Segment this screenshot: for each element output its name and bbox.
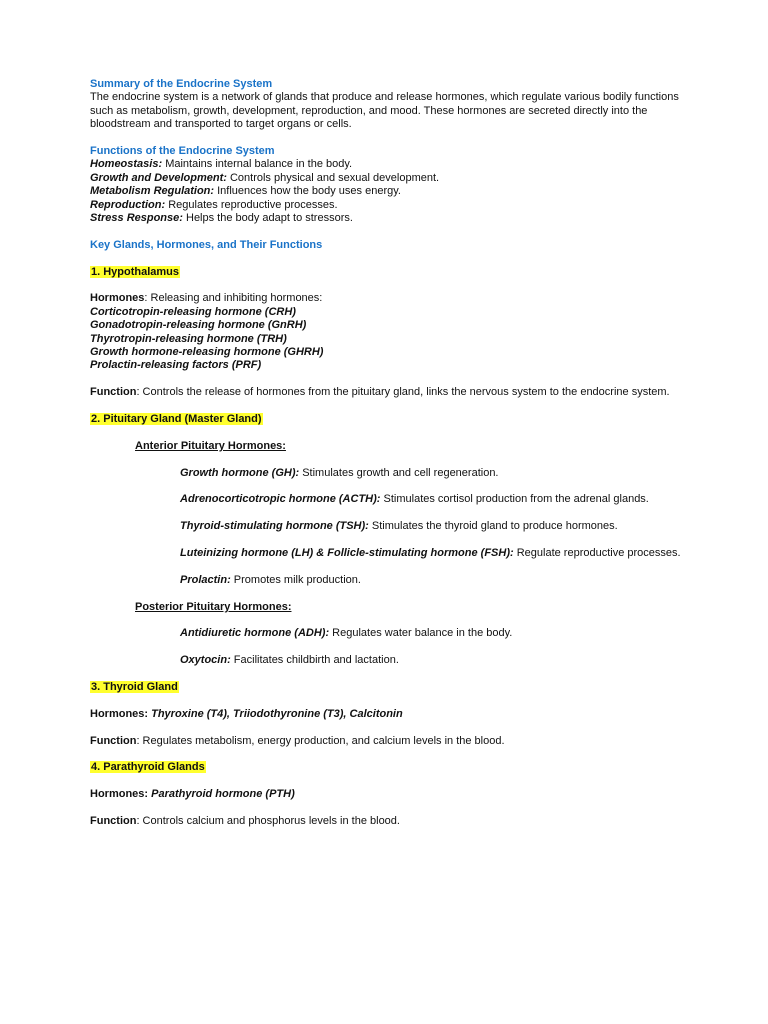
function-item [90,199,700,212]
anterior-term: Thyroid-stimulating hormone (TSH): [180,520,369,533]
posterior-term: Oxytocin: [180,654,231,667]
hormones-value: Thyroxine (T4), Triiodothyronine (T3), Calcitonin [148,707,403,720]
hormones-label: Hormones: [90,707,149,720]
anterior-desc: Stimulates the thyroid gland to produce hormones. [368,520,618,533]
summary-heading: Summary of the Endocrine System [90,78,273,90]
hypothalamus-function [90,386,700,399]
thyroid-function [90,735,700,748]
anterior-desc: Stimulates cortisol production from the adrenal glands. [380,493,649,506]
pituitary-title: 2. Pituitary Gland (Master Gland) [91,413,262,426]
hypothalamus-title: 1. Hypothalamus [91,265,180,278]
function-label: Function [90,386,137,399]
anterior-desc: Regulate reproductive processes. [513,547,681,560]
posterior-heading: Posterior Pituitary Hormones: [135,600,292,613]
function-label: Function [90,734,137,747]
function-term: Homeostasis: [90,158,163,171]
anterior-heading: Anterior Pituitary Hormones: [135,439,286,452]
function-text: : Controls the release of hormones from the pituitary gland, links the nervous system to the endocrine system. [136,386,670,399]
posterior-desc: Facilitates childbirth and lactation. [230,654,399,667]
function-term: Metabolism Regulation: [90,185,215,198]
hormone-list-item: Gonadotropin-releasing hormone (GnRH) [90,319,307,332]
hormone-list-item: Prolactin-releasing factors (PRF) [90,359,262,372]
hormone-list-item: Thyrotropin-releasing hormone (TRH) [90,332,287,345]
function-term: Reproduction: [90,198,166,211]
function-text: : Regulates metabolism, energy production, and calcium levels in the blood. [136,734,505,747]
function-text: : Controls calcium and phosphorus levels in the blood. [136,815,400,828]
function-desc: Regulates reproductive processes. [165,198,338,211]
anterior-term: Adrenocorticotropic hormone (ACTH): [180,493,381,506]
anterior-term: Prolactin: [180,573,231,586]
posterior-desc: Regulates water balance in the body. [329,627,513,640]
thyroid-hormones [90,708,700,721]
functions-heading: Functions of the Endocrine System [90,145,275,158]
anterior-term: Growth hormone (GH): [180,466,300,479]
posterior-item [180,654,700,667]
anterior-item [180,467,700,480]
anterior-item [180,547,700,560]
anterior-item [180,493,700,506]
anterior-item [180,574,700,587]
hormones-label: Hormones [90,292,145,305]
function-term: Stress Response: [90,212,183,225]
anterior-item [180,520,700,533]
function-desc: Helps the body adapt to stressors. [182,212,353,225]
hormone-list-item: Growth hormone-releasing hormone (GHRH) [90,346,324,359]
hormone-list-item: Corticotropin-releasing hormone (CRH) [90,305,296,318]
parathyroid-hormones [90,788,700,801]
function-desc: Controls physical and sexual development. [226,171,440,184]
posterior-item [180,627,700,640]
thyroid-title: 3. Thyroid Gland [91,681,178,694]
hormones-value: Parathyroid hormone (PTH) [148,788,295,801]
function-item [90,158,700,171]
parathyroid-function [90,815,700,828]
posterior-term: Antidiuretic hormone (ADH): [180,627,330,640]
summary-text: The endocrine system is a network of glands that produce and release hormones, which regulate various bodily functions such as metabolism, growth, development, reproduction, and mood. These hormones are secreted directly into the bloodstream and transported to target organs or cells. [90,91,679,131]
hypothalamus-hormones [90,292,700,305]
hormones-intro: : Releasing and inhibiting hormones: [144,292,323,305]
anterior-desc: Promotes milk production. [230,573,361,586]
function-label: Function [90,815,137,828]
function-item [90,185,700,198]
anterior-desc: Stimulates growth and cell regeneration. [299,466,499,479]
function-desc: Maintains internal balance in the body. [162,158,353,171]
parathyroid-title: 4. Parathyroid Glands [91,761,205,774]
key-glands-heading: Key Glands, Hormones, and Their Functions [90,238,323,251]
anterior-term: Luteinizing hormone (LH) & Follicle-stimulating hormone (FSH): [180,547,514,560]
function-term: Growth and Development: [90,171,227,184]
function-desc: Influences how the body uses energy. [214,185,401,198]
document-page [90,78,700,828]
hormones-label: Hormones: [90,788,149,801]
function-item [90,172,700,185]
function-item [90,212,700,225]
